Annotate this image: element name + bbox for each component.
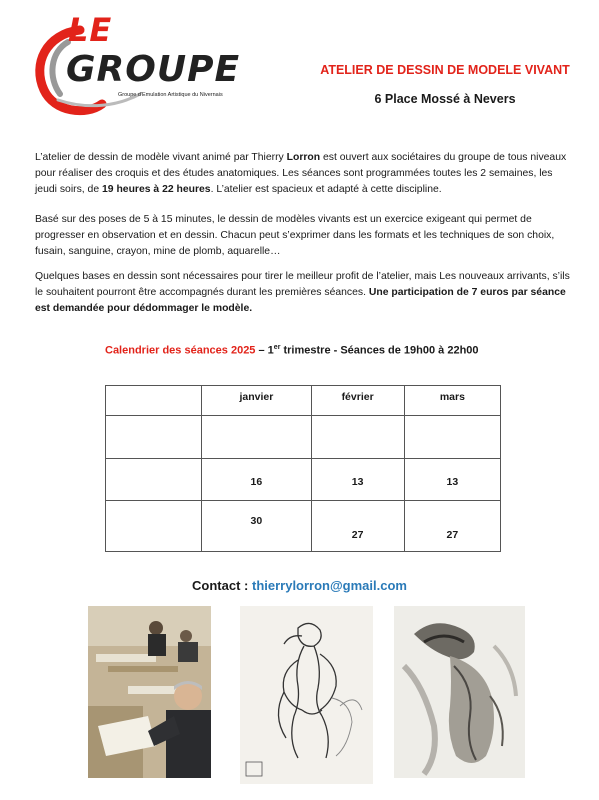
figure-drawing-charcoal-icon — [394, 606, 525, 778]
table-row — [106, 416, 501, 459]
date-feb-1: 13 — [311, 459, 404, 501]
table-row — [106, 459, 501, 501]
workshop-photo-icon — [88, 606, 211, 778]
logo-le: LE — [68, 11, 113, 49]
calendar-heading — [105, 344, 565, 357]
figure-drawing-2 — [394, 606, 525, 778]
table-cell-empty — [202, 416, 311, 459]
date-mar-1: 13 — [404, 459, 500, 501]
intro-paragraph-2: Basé sur des poses de 5 à 15 minutes, le dessin de modèles vivants est un exercice exigeant qui permet de progresser en observation et en dessin. Chacun peut s’exprimer dans les formats et les techniques de son choix, fusain, sanguine, crayon, mine de plomb, aquarelle… — [35, 214, 555, 257]
month-january: janvier — [202, 386, 311, 416]
table-cell-empty — [404, 416, 500, 459]
p1-name: Lorron — [286, 152, 321, 163]
table-cell-empty — [106, 501, 202, 552]
logo-tagline: Groupe d'Emulation Artistique du Nivernais — [118, 92, 223, 98]
p3-fee: Une participation de 7 euros par séance est demandée pour dédommager le modèle. — [35, 287, 566, 314]
calendar-table — [105, 385, 501, 552]
p1-text-c: . L’atelier est spacieux et adapté à cette discipline. — [210, 184, 442, 195]
p1-text-b: est ouvert aux sociétaires du groupe de tous niveaux pour réaliser des croquis et des études anatomiques. Les séances sont programmées toutes les 2 semaines, les jeudi soirs, de — [35, 152, 567, 195]
calendar-heading-rest: trimestre - Séances de 19h00 à 22h00 — [280, 344, 479, 357]
contact-email-link[interactable]: thierrylorron@gmail.com — [251, 578, 407, 593]
figure-drawing-1 — [240, 606, 373, 784]
month-february: février — [311, 386, 404, 416]
table-cell-empty — [106, 416, 202, 459]
intro-paragraph-3 — [35, 269, 570, 317]
contact-line — [0, 578, 599, 593]
logo-groupe: GROUPE — [66, 49, 241, 90]
p3-text: Quelques bases en dessin sont nécessaires pour tirer le meilleur profit de l’atelier, mais Les nouveaux arrivants, s’ils le souhaitent pourront être accompagnés durant les premières séances. — [35, 271, 570, 298]
table-cell-empty — [311, 416, 404, 459]
table-cell-empty — [106, 459, 202, 501]
contact-label: Contact : — [192, 578, 252, 593]
table-header-row — [106, 386, 501, 416]
figure-drawing-seated-icon — [240, 606, 373, 784]
date-jan-1: 16 — [202, 459, 311, 501]
p1-text-a: L’atelier de dessin de modèle vivant animé par Thierry — [35, 152, 287, 163]
table-cell-empty — [106, 386, 202, 416]
calendar-heading-title: Calendrier des séances 2025 — [105, 344, 256, 357]
calendar-heading-sup: er — [273, 344, 281, 351]
date-mar-2: 27 — [404, 501, 500, 552]
date-feb-2: 27 — [311, 501, 404, 552]
table-row — [106, 501, 501, 552]
p1-hours: 19 heures à 22 heures — [102, 184, 211, 195]
logo — [28, 11, 241, 122]
month-march: mars — [404, 386, 500, 416]
intro-paragraph-1 — [35, 150, 570, 198]
page-address: 6 Place Mossé à Nevers — [374, 92, 516, 106]
calendar-heading-dash: – 1 — [255, 344, 274, 357]
date-jan-2: 30 — [202, 501, 311, 552]
workshop-photo — [88, 606, 211, 778]
page-title: ATELIER DE DESSIN DE MODELE VIVANT — [320, 63, 570, 77]
